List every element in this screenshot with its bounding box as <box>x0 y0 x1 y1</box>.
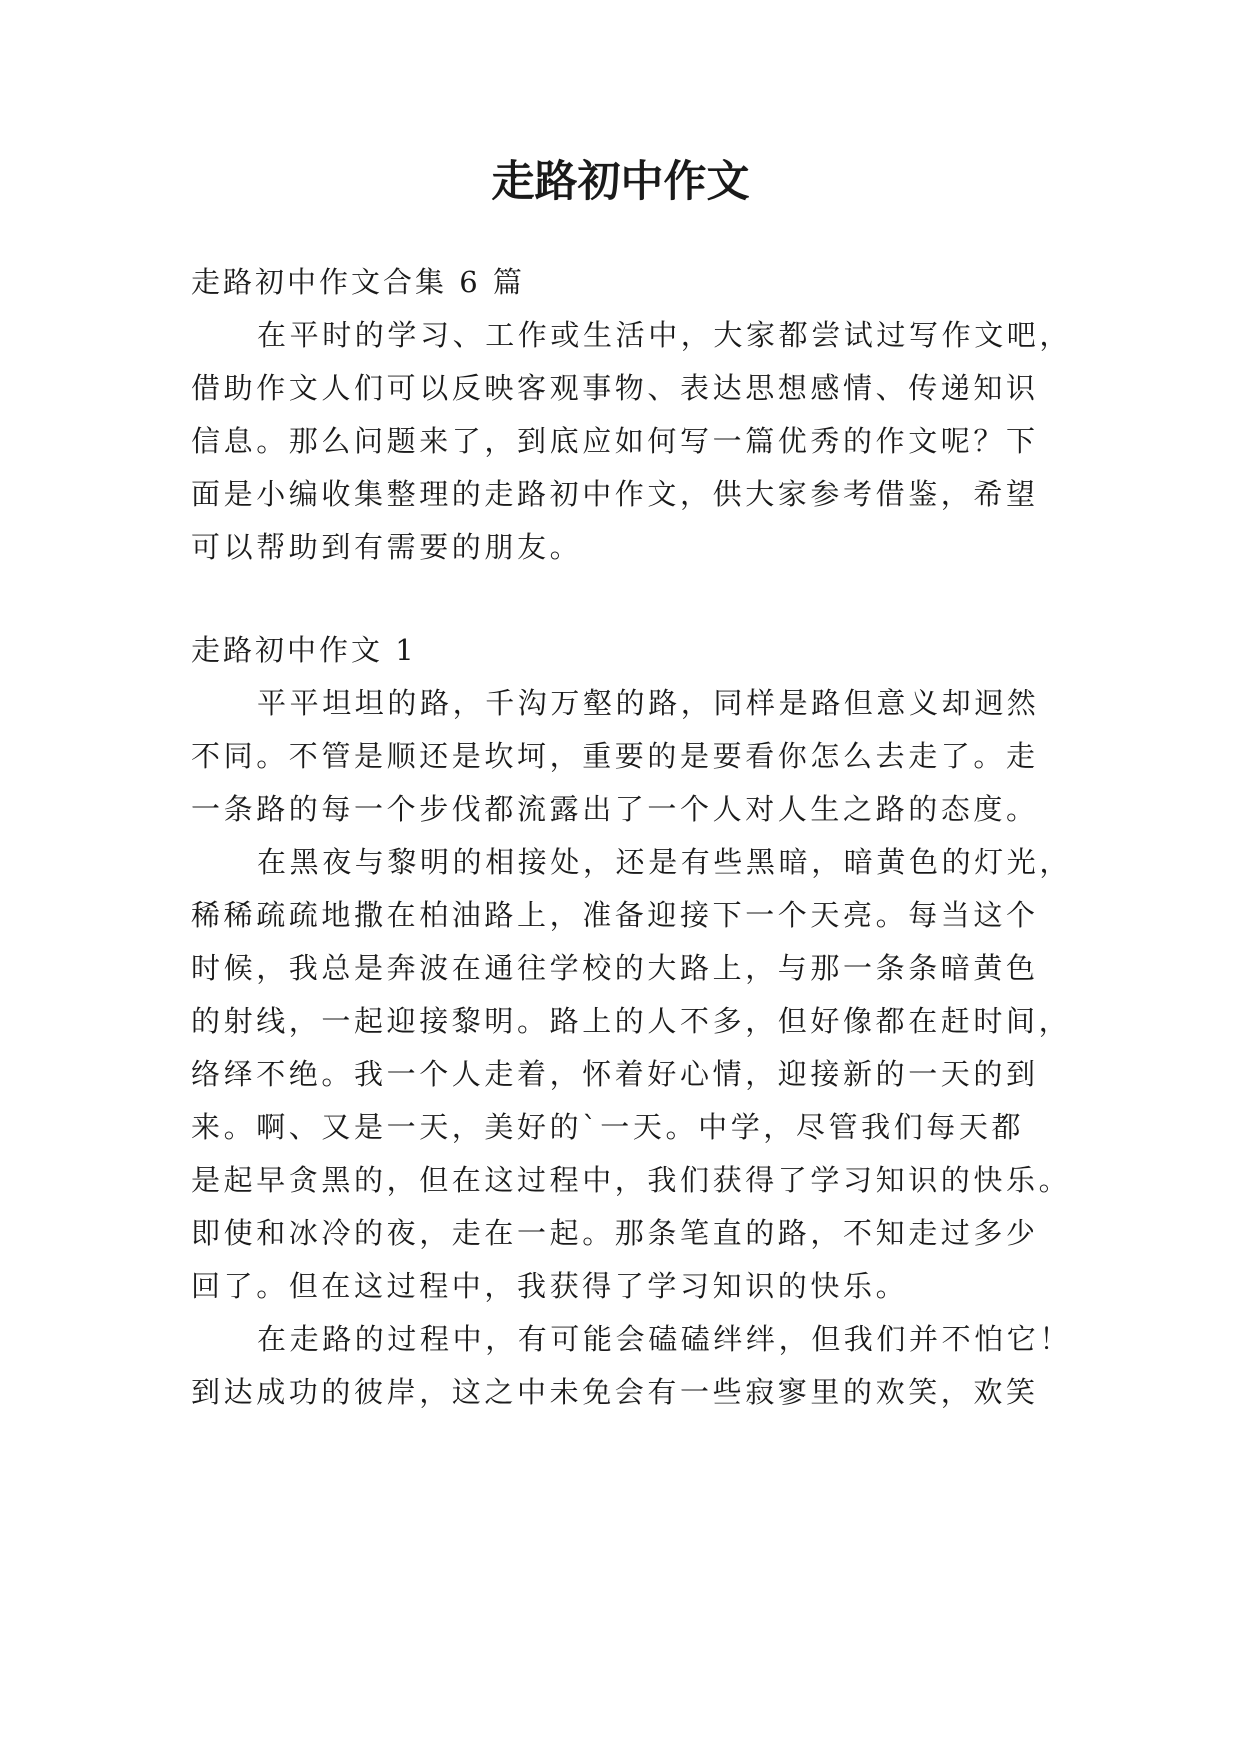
essay-line: 即使和冰冷的夜，走在一起。那条笔直的路，不知走过多少 <box>191 1216 1039 1250</box>
essay-line: 是起早贪黑的，但在这过程中，我们获得了学习知识的快乐。 <box>191 1163 1072 1197</box>
essay-line: 时候，我总是奔波在通往学校的大路上，与那一条条暗黄色 <box>191 951 1039 985</box>
essay-line: 稀稀疏疏地撒在柏油路上，准备迎接下一个天亮。每当这个 <box>191 898 1039 932</box>
essay-line: 到达成功的彼岸，这之中未免会有一些寂寥里的欢笑，欢笑 <box>191 1375 1039 1409</box>
intro-line: 借助作文人们可以反映客观事物、表达思想感情、传递知识 <box>191 371 1039 405</box>
document-title: 走路初中作文 <box>491 157 750 207</box>
collection-heading: 走路初中作文合集 6 篇 <box>191 265 525 299</box>
essay-line: 不同。不管是顺还是坎坷，重要的是要看你怎么去走了。走 <box>191 739 1039 773</box>
intro-line: 面是小编收集整理的走路初中作文，供大家参考借鉴，希望 <box>191 477 1039 511</box>
essay-line: 来。啊、又是一天，美好的`一天。中学，尽管我们每天都 <box>191 1110 1025 1144</box>
essay-line: 平平坦坦的路，千沟万壑的路，同样是路但意义却迥然 <box>257 686 1040 720</box>
essay-line: 络绎不绝。我一个人走着，怀着好心情，迎接新的一天的到 <box>191 1057 1039 1091</box>
essay-line: 在黑夜与黎明的相接处，还是有些黑暗，暗黄色的灯光， <box>257 845 1073 879</box>
essay-line: 一条路的每一个步伐都流露出了一个人对人生之路的态度。 <box>191 792 1039 826</box>
essay-line: 回了。但在这过程中，我获得了学习知识的快乐。 <box>191 1269 909 1303</box>
essay-heading: 走路初中作文 1 <box>191 633 417 667</box>
intro-line: 可以帮助到有需要的朋友。 <box>191 530 583 564</box>
intro-line: 在平时的学习、工作或生活中，大家都尝试过写作文吧， <box>257 318 1073 352</box>
intro-line: 信息。那么问题来了，到底应如何写一篇优秀的作文呢？下 <box>191 424 1039 458</box>
essay-line: 在走路的过程中，有可能会磕磕绊绊，但我们并不怕它！ <box>257 1322 1073 1356</box>
essay-line: 的射线，一起迎接黎明。路上的人不多，但好像都在赶时间， <box>191 1004 1072 1038</box>
